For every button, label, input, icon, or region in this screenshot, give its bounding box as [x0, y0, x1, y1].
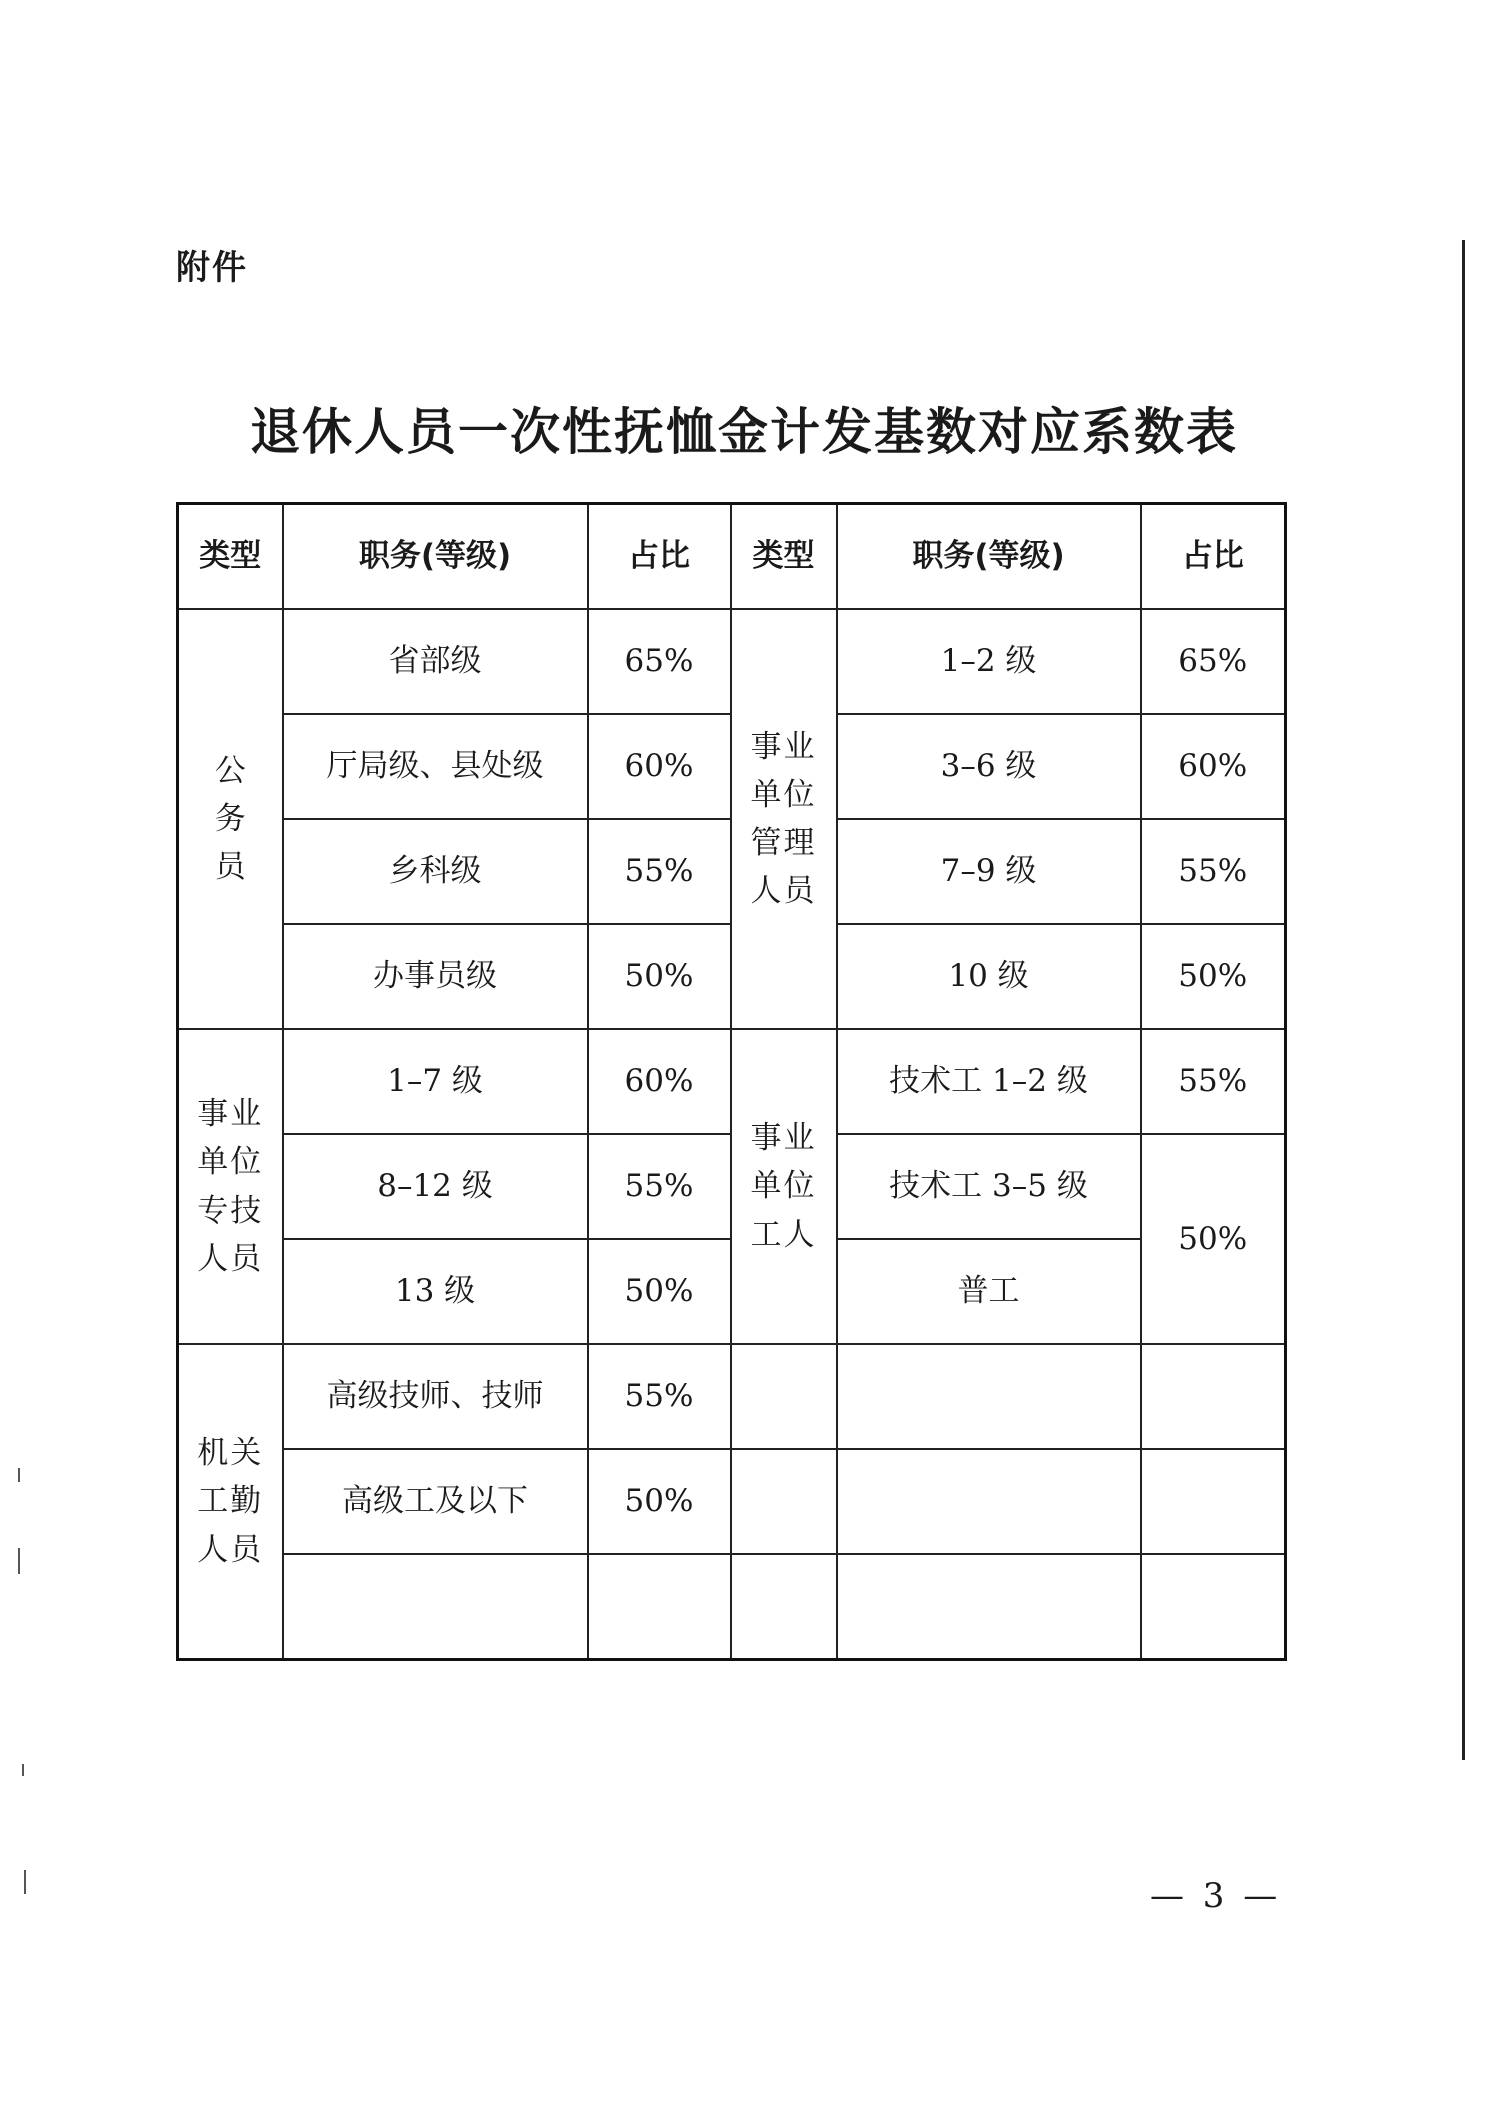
empty-cell	[837, 1449, 1141, 1554]
ratio-cell: 55%	[588, 1344, 731, 1449]
category-cell	[178, 609, 283, 1029]
ratio-cell: 60%	[588, 714, 731, 819]
empty-cell	[837, 1554, 1141, 1660]
category-cell	[731, 1029, 837, 1344]
position-cell: 高级技师、技师	[283, 1344, 588, 1449]
ratio-cell: 55%	[1141, 1029, 1286, 1134]
ratio-cell: 50%	[1141, 924, 1286, 1029]
position-cell: 技术工 3–5 级	[837, 1134, 1141, 1239]
table-row	[178, 1554, 1286, 1660]
ratio-cell: 65%	[588, 609, 731, 714]
ratio-cell: 50%	[588, 1239, 731, 1344]
position-cell: 13 级	[283, 1239, 588, 1344]
position-cell: 8–12 级	[283, 1134, 588, 1239]
position-cell: 3–6 级	[837, 714, 1141, 819]
table-row	[178, 1449, 1286, 1554]
position-cell: 普工	[837, 1239, 1141, 1344]
table-row	[178, 1344, 1286, 1449]
ratio-cell: 60%	[588, 1029, 731, 1134]
empty-cell	[731, 1554, 837, 1660]
category-cell	[178, 1344, 283, 1660]
table-header-row	[178, 504, 1286, 610]
category-cell	[731, 609, 837, 1029]
ratio-cell: 55%	[588, 1134, 731, 1239]
header-type-2: 类型	[731, 504, 837, 610]
category-label: 机关工勤人员	[197, 1435, 264, 1568]
ratio-cell: 55%	[588, 819, 731, 924]
ratio-cell	[588, 1554, 731, 1660]
table-row	[178, 609, 1286, 714]
position-cell: 省部级	[283, 609, 588, 714]
category-cell	[178, 1029, 283, 1344]
empty-cell	[731, 1449, 837, 1554]
category-label: 事业单位专技人员	[197, 1096, 264, 1277]
position-cell	[283, 1554, 588, 1660]
page-number: — 3 —	[1150, 1876, 1282, 1916]
scan-mark	[18, 1548, 20, 1574]
scan-edge-line	[1462, 240, 1465, 1760]
ratio-cell: 60%	[1141, 714, 1286, 819]
ratio-cell: 50%	[588, 924, 731, 1029]
scan-mark	[24, 1870, 26, 1894]
scan-mark	[18, 1468, 20, 1482]
ratio-cell: 50%	[1141, 1134, 1286, 1344]
header-type: 类型	[178, 504, 283, 610]
category-label: 事业单位管理人员	[750, 728, 817, 910]
attachment-label: 附件	[176, 248, 248, 288]
position-cell: 厅局级、县处级	[283, 714, 588, 819]
coefficient-table	[176, 502, 1287, 1661]
position-cell: 1–2 级	[837, 609, 1141, 714]
ratio-cell: 55%	[1141, 819, 1286, 924]
empty-cell	[837, 1344, 1141, 1449]
table-row	[178, 1029, 1286, 1134]
position-cell: 乡科级	[283, 819, 588, 924]
position-cell: 1–7 级	[283, 1029, 588, 1134]
category-label: 公务员	[214, 752, 246, 886]
position-cell: 高级工及以下	[283, 1449, 588, 1554]
position-cell: 技术工 1–2 级	[837, 1029, 1141, 1134]
ratio-cell: 65%	[1141, 609, 1286, 714]
position-cell: 办事员级	[283, 924, 588, 1029]
empty-cell	[1141, 1554, 1286, 1660]
ratio-cell: 50%	[588, 1449, 731, 1554]
empty-cell	[1141, 1344, 1286, 1449]
category-label: 事业单位工人	[750, 1120, 817, 1253]
scan-mark	[22, 1764, 24, 1776]
header-ratio-2: 占比	[1141, 504, 1286, 610]
position-cell: 10 级	[837, 924, 1141, 1029]
document-title: 退休人员一次性抚恤金计发基数对应系数表	[250, 403, 1238, 461]
empty-cell	[1141, 1449, 1286, 1554]
header-ratio: 占比	[588, 504, 731, 610]
header-position-2: 职务(等级)	[837, 504, 1141, 610]
header-position: 职务(等级)	[283, 504, 588, 610]
position-cell: 7–9 级	[837, 819, 1141, 924]
empty-cell	[731, 1344, 837, 1449]
